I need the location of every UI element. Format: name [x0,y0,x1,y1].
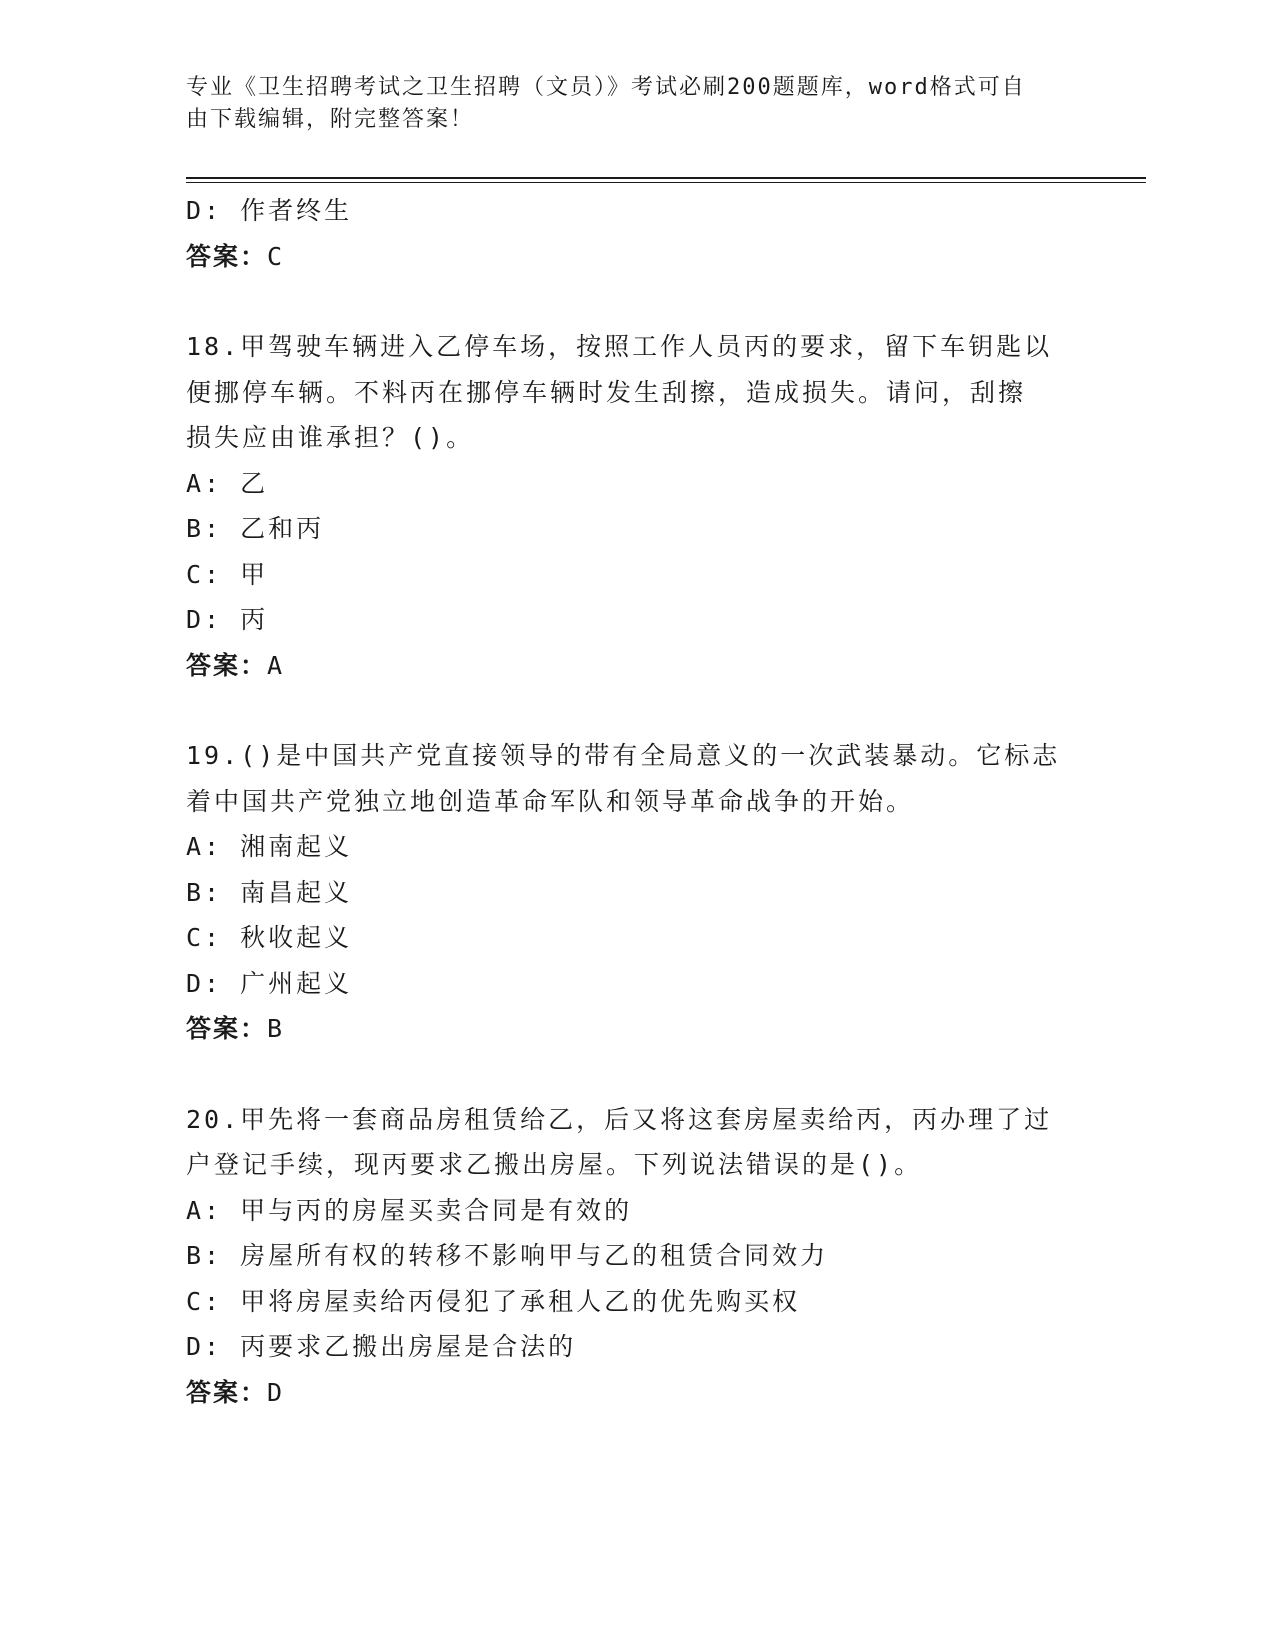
question-spacer [186,279,1086,324]
answer-value: A [267,650,286,680]
option-a: A: 湘南起义 [186,832,353,861]
option-b: B: 南昌起义 [186,877,353,907]
header-line-2: 由下载编辑，附完整答案！ [186,107,475,132]
question-stem-line: 损失应由谁承担？()。 [186,423,475,452]
question-content [186,188,1086,1415]
question-20 [186,1097,1086,1416]
question-18 [186,324,1086,688]
question-spacer [186,1052,1086,1097]
answer-value: D [267,1377,286,1407]
option-c: C: 秋收起义 [186,923,353,952]
previous-question-tail [186,188,1086,279]
document-header [186,72,1086,136]
option-b: B: 乙和丙 [186,514,325,543]
answer-value: C [267,241,286,271]
option-c: C: 甲将房屋卖给丙侵犯了承租人乙的优先购买权 [186,1286,801,1316]
answer-line [186,643,1086,689]
header-line-1: 专业《卫生招聘考试之卫生招聘（文员）》考试必刷200题题库，word格式可自 [186,75,1026,100]
option-d: D: 广州起义 [186,968,353,998]
option-d: D: 作者终生 [186,196,353,225]
option-b: B: 房屋所有权的转移不影响甲与乙的租赁合同效力 [186,1241,829,1270]
option-a: A: 甲与丙的房屋买卖合同是有效的 [186,1195,633,1225]
question-stem-line: 20.甲先将一套商品房租赁给乙，后又将这套房屋卖给丙，丙办理了过 [186,1104,1053,1134]
answer-label: 答案： [186,1377,268,1407]
answer-line [186,1370,1086,1416]
option-d: D: 丙要求乙搬出房屋是合法的 [186,1332,577,1361]
header-divider-thin [186,182,1146,183]
answer-label: 答案： [186,1014,268,1043]
answer-line [186,1006,1086,1052]
option-d: D: 丙 [186,605,269,634]
question-stem-line: 18.甲驾驶车辆进入乙停车场，按照工作人员丙的要求，留下车钥匙以 [186,332,1053,361]
header-divider-thick [186,177,1146,179]
answer-line [186,234,1086,280]
option-c: C: 甲 [186,559,269,589]
answer-label: 答案： [186,241,268,271]
question-spacer [186,688,1086,733]
question-stem-line: 户登记手续，现丙要求乙搬出房屋。下列说法错误的是()。 [186,1150,923,1179]
answer-value: B [267,1014,286,1043]
answer-label: 答案： [186,650,268,680]
question-stem-line: 着中国共产党独立地创造革命军队和领导革命战争的开始。 [186,786,915,816]
question-19 [186,733,1086,1052]
question-stem-line: 便挪停车辆。不料丙在挪停车辆时发生刮擦，造成损失。请问，刮擦 [186,377,1027,407]
option-a: A: 乙 [186,468,269,498]
question-stem-line: 19.()是中国共产党直接领导的带有全局意义的一次武装暴动。它标志 [186,741,1061,770]
